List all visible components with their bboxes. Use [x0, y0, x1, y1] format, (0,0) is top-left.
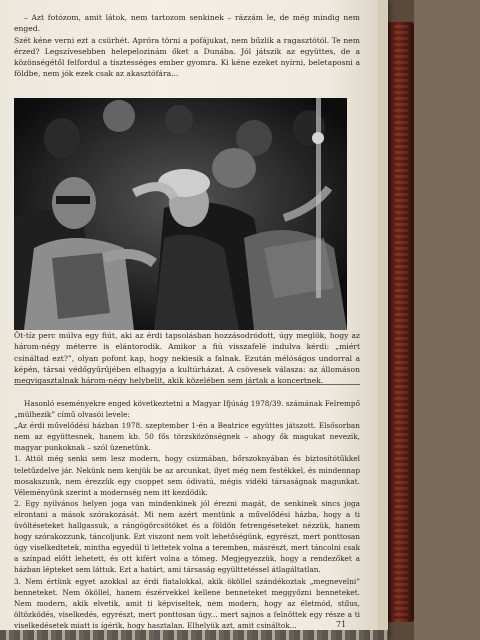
page-number: 71 — [336, 620, 347, 629]
book-cover-edge — [388, 22, 414, 622]
paragraph: Öt-tíz perc múlva egy fiút, aki az érdi tapsolásban hozzásodródott, úgy meglök, hogy az három-négy méterre is elántorodik. Amikor a fiú visszafelé indulva kérdi: „miért csináltad ezt?”, olyan pofont kap, hogy nekiesik a falnak. Ezután mélóságos undorral a képén, társai védőgyűrűjében elhagyja a kultúrházat. A csövesek válasza: az állomáson megvigasztalnak három-négy helybelit, akik közelében sem jártak a koncertnek. — [14, 331, 360, 386]
paragraph: Hasonló eseményekre enged következtetni a Magyar Ifjúság 1978/39. számának Felrempő „mülhezik” című olvasói levele: „Az érdi művelődési házban 1978. szeptember 1-én a Beatrice együttes játszott. Elsősorban nem az együttesnek, hanem kb. 50 fős törzsközönségnek – ahogy ők magukat nevezik, magyar punkoknak – szól üzenetünk. 1. Attól még senki sem lesz modern, hogy csizmában, bőrszoknyában és biztosítótűkkel teletűzdelve jár. Nekünk nem kenjük be az arcunkat, ilyet még nem festékkel, és mindennap mosakszunk, nem érezzük egy csoppet sem ódivatú, mégis vidéki társaságnak magunkat. Véleményünk szerint a modernség nem itt kezdődik. 2. Egy nyilvános helyen joga van mindenkinek jól érezni magát, de senkinek sincs joga elrontani a mások szórakozását. Mi nem azért mentünk a művelődési házba, hogy a ti üvöltéseteket hallgassuk, a rángógörcsötöket és a földön fetrengéseteket nézzük, hanem hogy szórakozzunk, táncoljunk. Ezt viszont nem volt lehetőségünk, egyrészt, mert ponttosan úgy viselkedtetek, mintha egyedül ti lettetek volna a teremben, másrészt, mert táncolni csak a színpad előtt lehetett, és ott kifért volna a tömeg. Megjegyezzük, hogy a rendezőket a házban lépteket sem láttuk. Ezt a határt, ami társaság együlttetéssel átlagáltatlan. 3. Nem értünk egyet azokkal az érdi fiatalokkal, akik ököllel szándékoztak „megnevelni” benneteket. Nem ököllel, hanem észérvekkel kellene benneteket meggyőzni benneteket. Nem modern, akik elvetik, amit ti képviseltek, nem modern, hogy az életmód, stílus, öltözködés, viselkedés, egyrészt, mert ponttosan úgy... mert sajnos a felnőttek egy része a ti viselkedésetek miatt is ígérik, hogy hasztalan. Elhelyük azt, amit csináltok... — [14, 399, 360, 630]
concert-crowd-photo — [14, 98, 347, 330]
bottom-paragraphs — [14, 398, 360, 631]
background — [414, 0, 480, 640]
top-paragraphs — [14, 12, 360, 80]
middle-paragraph — [14, 330, 360, 386]
page-bottom-edge — [0, 630, 388, 640]
page-edges — [378, 0, 388, 640]
paragraph: – Azt fotózom, amit látok, nem tartozom senkinek – rázzám le, de még mindig nem enged. Szét kéne verni ezt a csürhét. Apróra törni a pofájukat, nem bűzlik a ragasztótól. Te nem érzed? Legszívesebben helepelozinám őket a Dunába. Jól játszik az együttes, de a közönségétől felfordul a tisztességes ember gyomra. Ki kéne ezeket nyírni, beletaposni a földbe, nem jók ezek csak az akasztófára... — [14, 13, 360, 79]
section-divider — [14, 384, 360, 385]
photo-illustration — [14, 98, 347, 330]
